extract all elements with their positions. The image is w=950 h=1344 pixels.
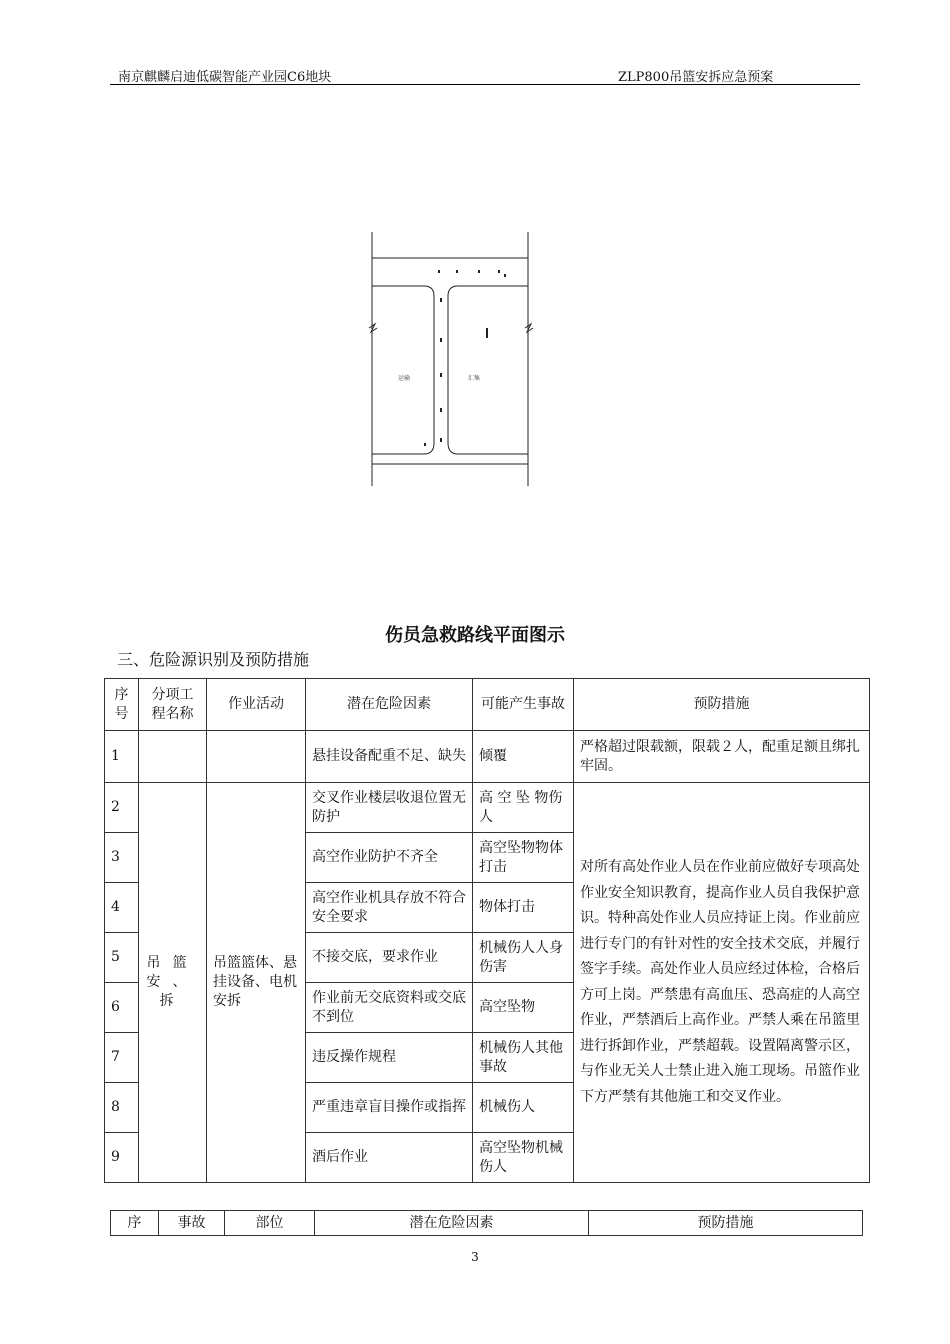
header-document-title: ZLP800吊篮安拆应急预案 xyxy=(618,70,774,85)
row-hazard: 作业前无交底资料或交底不到位 xyxy=(306,983,473,1033)
map-label-right: 汇集 xyxy=(468,375,481,382)
next-table-header xyxy=(110,1210,863,1236)
row-seq: 4 xyxy=(105,883,139,933)
header-project-name: 南京麒麟启迪低碳智能产业园C6地块 xyxy=(118,70,332,85)
header-prevention: 预防措施 xyxy=(574,679,870,731)
header-sub-project: 分项工程名称 xyxy=(139,679,207,731)
merged-sub-project xyxy=(139,783,207,1183)
row-sub-project xyxy=(139,731,207,783)
merged-prevention: 对所有高处作业人员在作业前应做好专项高处作业安全知识教育，提高作业人员自我保护意识。特种高处作业人员应持证上岗。作业前应进行专门的有针对性的安全技术交底，并履行签字手续。高处作业人员应经过体检，合格后方可上岗。严禁患有高血压、恐高症的人高空作业，严禁酒后上高作业。严禁人乘在吊篮里进行拆卸作业，严禁超载。设置隔离警示区，与作业无关人士禁止进入施工现场。吊篮作业下方严禁有其他施工和交叉作业。 xyxy=(574,783,870,1183)
row-activity xyxy=(207,731,306,783)
row-seq: 9 xyxy=(105,1133,139,1183)
table-header-row xyxy=(111,1211,863,1236)
merged-sub-project-text: 吊篮安、拆 xyxy=(146,955,199,1009)
row-hazard: 悬挂设备配重不足、缺失 xyxy=(306,731,473,783)
header-activity: 作业活动 xyxy=(207,679,306,731)
row-accident: 机械伤人其他事故 xyxy=(473,1033,574,1083)
row-seq: 8 xyxy=(105,1083,139,1133)
row-seq: 6 xyxy=(105,983,139,1033)
row-seq: 3 xyxy=(105,833,139,883)
row-hazard: 酒后作业 xyxy=(306,1133,473,1183)
row-prevention: 严格超过限载额，限载２人，配重足额且绑扎牢固。 xyxy=(574,731,870,783)
row-seq: 1 xyxy=(105,731,139,783)
next-header-location: 部位 xyxy=(225,1211,315,1236)
next-header-hazard: 潜在危险因素 xyxy=(315,1211,589,1236)
row-accident: 高 空 坠 物伤人 xyxy=(473,783,574,833)
row-accident: 物体打击 xyxy=(473,883,574,933)
row-accident: 高空坠物机械伤人 xyxy=(473,1133,574,1183)
header-rule xyxy=(110,84,860,85)
row-seq: 5 xyxy=(105,933,139,983)
figure-caption: 伤员急救路线平面图示 xyxy=(385,625,565,646)
row-hazard: 不接交底，要求作业 xyxy=(306,933,473,983)
header-accident: 可能产生事故 xyxy=(473,679,574,731)
hazard-table xyxy=(104,678,870,1183)
table-row xyxy=(105,731,870,783)
table-row xyxy=(105,783,870,833)
row-seq: 2 xyxy=(105,783,139,833)
row-accident: 机械伤人人身伤害 xyxy=(473,933,574,983)
next-header-seq: 序 xyxy=(111,1211,159,1236)
row-seq: 7 xyxy=(105,1033,139,1083)
merged-activity: 吊篮篮体、悬挂设备、电机安拆 xyxy=(207,783,306,1183)
row-hazard: 高空作业机具存放不符合安全要求 xyxy=(306,883,473,933)
row-hazard: 高空作业防护不齐全 xyxy=(306,833,473,883)
rescue-route-map xyxy=(366,228,536,490)
next-header-prevention: 预防措施 xyxy=(589,1211,863,1236)
map-label-left: 运输 xyxy=(398,375,411,382)
row-hazard: 违反操作规程 xyxy=(306,1033,473,1083)
row-hazard: 严重违章盲目操作或指挥 xyxy=(306,1083,473,1133)
table-header-row xyxy=(105,679,870,731)
row-hazard: 交叉作业楼层收退位置无防护 xyxy=(306,783,473,833)
row-accident: 倾覆 xyxy=(473,731,574,783)
section-heading: 三、危险源识别及预防措施 xyxy=(117,650,310,669)
row-accident: 高空坠物 xyxy=(473,983,574,1033)
row-accident: 高空坠物物体打击 xyxy=(473,833,574,883)
header-seq: 序号 xyxy=(105,679,139,731)
next-header-accident: 事故 xyxy=(159,1211,225,1236)
header-hazard: 潜在危险因素 xyxy=(306,679,473,731)
row-accident: 机械伤人 xyxy=(473,1083,574,1133)
page-number: 3 xyxy=(471,1250,479,1264)
